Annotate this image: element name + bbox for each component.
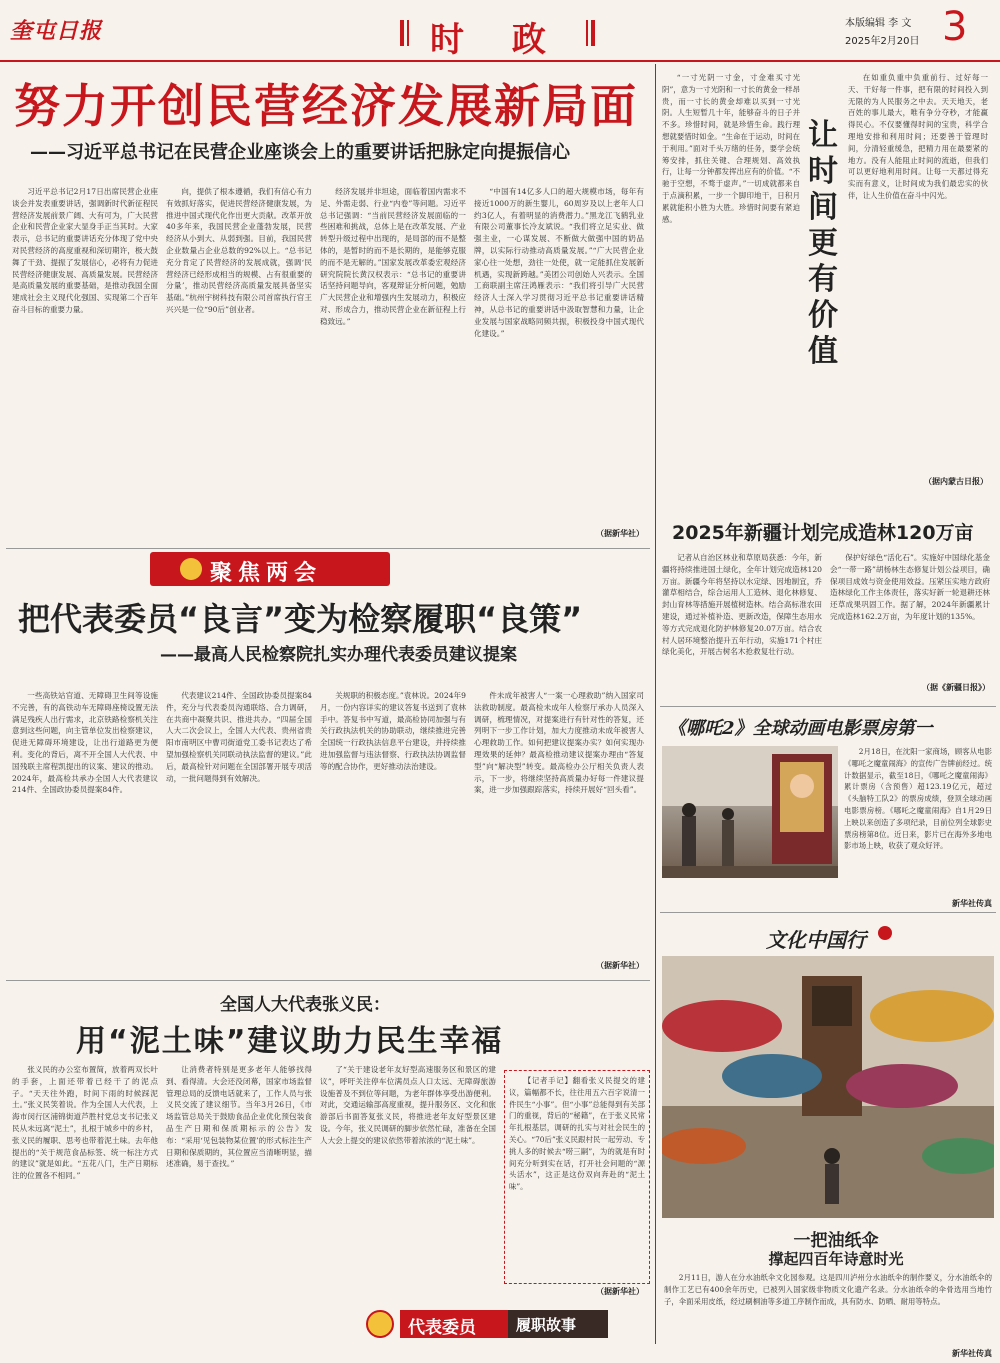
feature-title-box (804, 110, 844, 400)
culture-banner-mark (878, 926, 892, 940)
xinjiang-rule (660, 706, 996, 707)
culture-caption-title: 一把油纸伞 (793, 1231, 879, 1251)
rep-col-4: 【记者手记】翻看张义民提交的建议，篇幅都不长，往往用五六百字说清一件民生“小事”。但“小事”总能得到有关部门的重视，背后的“秘籍”，在于张义民常年扎根基层，调研的扎实与对社会民生的关心。“70后”张义民跟村民一起劳动、专挑人多的时候去“唠三嗣”，为的就是有时间充分听到实在话，打开社会问题的“源头活水”，这正是这份双向奔赴的“泥土味”。 (504, 1070, 650, 1284)
xinjiang-signature: （据《新疆日报》） (922, 682, 990, 692)
emblem-icon (180, 558, 202, 580)
rep-col-1: 张义民的办公室布置简，放着两双长叶的手套，上面还带着已经干了的泥点子。“天天往外跑，时间下雨的时候踩泥土。”张义民笑着说。作为全国人大代表，上海市闵行区浦锦街道芦胜村党总支书记张义民从未远离“泥土”，扎根于城乡中的乡村，张义民的履职、思考也带着泥土味。去年他提出的“关于规范食品标签、统一标注方式的建议”就是如此。“五花八门，生产日期标注的位置各不相同。” (12, 1065, 158, 1181)
editor-line: 本版编辑 李 文 (845, 18, 912, 29)
focus-top-rule (6, 548, 650, 549)
lead-subtitle: ——习近平总书记在民营企业座谈会上的重要讲话把脉定向提振信心 (30, 142, 570, 163)
rep-banner-text: 代表委员 (408, 1318, 476, 1338)
xinjiang-title: 2025年新疆计划完成造林120万亩 (672, 522, 974, 544)
culture-text: 2月11日，游人在分水油纸伞文化园参观。这是四川泸州分水油纸伞的制作要义，分水油纸伞的制作工艺已有400余年历史，已被列入国家级非物质文化遗产名录。分水油纸伞的伞骨选用当地竹子，伞面采用皮纸，经过刷桐油等多道工序制作而成，具有防水、防晒、耐用等特点。 (664, 1273, 992, 1306)
lead-col-3: 经济发展并非坦途，面临着国内需求不足、外需走弱、行业“内卷”等问题。习近平总书记强调：“当前民营经济发展面临的一些困难和挑战，总体上是在改革发展、产业转型升级过程中出现的，是局部的而不是整体的，是暂时的而不是长期的，是能够克服的而不是无解的。”国家发展改革委宏观经济研究院院长黄汉权表示：“总书记的重要讲话坚持问题导向，客观辩证分析问题，勉励广大民营企业和增强内生发展动力，积极应对、形成合力，推动民营企业在新征程上行稳致远。” (320, 187, 466, 326)
rep-banner (366, 1306, 656, 1342)
focus-banner-text: 聚焦两会 (210, 561, 323, 586)
section-bar-left2 (407, 20, 409, 46)
masthead-rule (0, 60, 1000, 62)
culture-photo (662, 956, 994, 1218)
lead-col-4: “中国有14亿多人口的超大规模市场，每年有接近1000万的新生婴儿，60周岁及以上老年人口约3亿人，有着明显的消费潜力。”黑龙江飞鹤乳业有限公司董事长冷友斌说。“我们将立足实业、做强主业，一心谋发展、不断做大做强中国的奶品牌，以实际行动推动高质量发展。”“广大民营企业家心往一处想，劲往一处使，就一定能抓住发展新机遇，实现新跨越。”美团公司创始人兴表示。全国工商联副主席汪鸿雁表示：“我们将引导广大民营经济人士深入学习贯彻习近平总书记重要讲话精神，从总书记的重要讲话中汲取智慧和力量，让企业发展与国家战略同频共振，积极投身中国式现代化建设。” (474, 187, 644, 338)
focus-banner (150, 552, 390, 586)
rep-signature: （据新华社） (596, 1286, 644, 1296)
feature-col-2: 在如重负重中负重前行、过好每一天、干好每一件事，把有限的时间投入到无限的为人民服务之中去。天天地天，老百姓的事儿最大，唯有争分夺秒，才能赢得民心。不仅要懂得时间的宝贵，科学合理地安排和利用时间；还要善于管理时间，分清轻重缓急，把精力用在最要紧的地方。没有人能阻止时间的流逝，但我们可以更好地利用时间。让每一天都过得充实而有意义，让时间成为我们最忠实的伙伴，让人生价值在奋斗中闪光。 (848, 73, 988, 200)
focus-title: 把代表委员“良言”变为检察履职“良策” (18, 600, 583, 638)
nezha-photo (662, 746, 838, 878)
nezha-title: 《哪吒2》全球动画电影票房第一 (668, 718, 933, 739)
rep-title: 用“泥土味”建议助力民生幸福 (76, 1024, 504, 1059)
feature-title: 让时间更有价值 (808, 118, 838, 369)
culture-banner-text: 文化中国行 (766, 928, 866, 952)
focus-col-4: 件未成年被害人“一案一心理救助”纳入国家司法救助制度。最高检未成年人检察厅承办人员深入调研，梳理情况，对提案进行有针对性的答复，还列明下一步工作计划，加大力度推动未成年被害人心理救助工作。如何把建议提案办实？如何实现办理效果的延伸？最高检推动建议提案办理由“答复型”向“解决型”转变。最高检办公厅相关负责人表示，下一步，将继续坚持高质量办好每一件建议提案，进一步加强跟踪落实，持续开展好“回头看”。 (474, 691, 644, 795)
masthead (0, 0, 1000, 60)
section-bar-left (400, 20, 404, 46)
focus-col-3: 关规职的积极态度。”袁林说。2024年9月，一份内容详实的建议答复书送到了袁林手中。答复书中写道，最高检协同加强与有关行政执法机关的协助联动，继续推进完善全国统一行政执法信息平台建设，并持续推进加强监督与违法督察、行政执法协调监督等的配合协作，更好推动法治建设。 (320, 691, 466, 771)
focus-bottom-rule (6, 980, 650, 981)
focus-signature: （据新华社） (596, 960, 644, 970)
lead-signature: （据新华社） (596, 528, 644, 538)
lead-right-rule (655, 64, 656, 1344)
nezha-rule (660, 912, 996, 913)
lead-col-1: 习近平总书记2月17日出席民营企业座谈会并发表重要讲话，强调新时代新征程民营经济发展前景广阔、大有可为，广大民营企业和民营企业家大显身手正当其时。大家表示，总书记的重要讲话充分体现了党中央对民营经济的高度重视和深切期许，极大鼓舞了干劲、提振了发展信心，必将有力促进民营经济健康发展、高质量发展。民营经济是高质量发展的重要基础，是推动我国全面建成社会主义现代化强国、实现第二个百年奋斗目标的重要力量。 (12, 187, 158, 314)
section-title: 时 政 (430, 20, 564, 60)
lead-col-2: 向，提供了根本遵循，我们有信心有力有效抓好落实，促进民营经济健康发展，为推进中国式现代化作出更大贡献。改革开放40多年来，我国民营企业蓬勃发展，民营经济从小到大、从弱到强。目前，我国民营企业数量占企业总数的92%以上。“总书记充分肯定了民营经济的发展成就，强调‘民营经济已经形成相当的规模、占有很重要的分量’，推动民营经济高质量发展具备坚实基础。”杭州宇树科技有限公司首席执行官王兴兴是一位“90后”创业者。 (166, 187, 312, 314)
date-line: 2025年2月20日 (845, 36, 920, 47)
feature-col-1: “一寸光阴一寸金，寸金难买寸光阴”，意为一寸光阴和一寸长的黄金一样昂贵，而一寸长的黄金却难以买到一寸光阴。人生短暂几十年，能够奋斗的日子并不多。珍惜时间，就是珍惜生命。践行理想就要惜时如金。“生命在于运动，时间在于利用。”面对千头万绪的任务，要学会统筹安排，抓住关键、合理规划、高效执行，让每一分钟都发挥出应有的价值。“不驰于空想，不骛于虚声。”一切成就都来自于点滴积累，一步一个脚印地干，日积月累就能积小胜为大胜。珍惜时间要有紧迫感。 (662, 73, 800, 224)
nezha-signature: 新华社传真 (952, 898, 992, 908)
focus-col-1: 一些高铁站官道、无障碍卫生间等设施不完善，有的高铁动车无障碍座椅设置无法满足残疾人出行需求，北京铁路检察机关注意到这些问题，向主管单位发出检察建议，促进无障碍环境建设，让出行道路更为便利。变化的背后，离不开全国人大代表、中国残联主席程凯提出的议案、建议的推动。2024年，最高检共承办全国人大代表建议214件、全国政协委员提案84件。 (12, 691, 158, 795)
paper-logo: 奎屯日报 (10, 18, 103, 44)
culture-signature: 新华社传真 (952, 1348, 992, 1358)
culture-caption-sub: 撑起四百年诗意时光 (768, 1250, 904, 1268)
page-number: 3 (942, 4, 968, 50)
xinjiang-col-2: 保护好绿色“活化石”。实施好中国绿化基金会“一带一路”胡杨林生态修复计划公益项目，确保项目成效与资金使用效益。压紧压实地方政府造林绿化工作主体责任，落实好新一轮退耕还林还草成果巩固工作。据了解，2024年新疆累计完成造林162.2万亩，为年度计划的135%。 (830, 553, 990, 621)
nezha-text: 2月18日，在沈阳一家商场，顾客从电影《哪吒之魔童闹海》的宣传广告牌前经过。统计数据显示，截至18日，《哪吒之魔童闹海》累计票房（含预售）超123.19亿元，超过《头脑特工队2》的票房成绩，登顶全球动画电影票房榜。《哪吒之魔童闹海》自1月29日上映以来创造了多项纪录，目前位列全球影史票房榜第8位。近日来，影片已在海外多地电影市场上映，收获了观众好评。 (844, 747, 992, 851)
xinjiang-col-1: 记者从自治区林业和草原局获悉：今年，新疆将持续推进国土绿化，全年计划完成造林120万亩。新疆今年将坚持以水定绿、因地制宜，乔灌草相结合，综合运用人工造林、退化林修复、封山育林等措施开展植树造林。结合高标准农田建设，通过补植补造、更新改造，保障生态用水等方式完成退化防护林修复20.07万亩。结合农村人居环境整治提升五年行动，实施171个村庄绿化美化，开展古树名木抢救复壮行动。 (662, 553, 822, 657)
lead-title: 努力开创民营经济发展新局面 (14, 79, 638, 133)
rep-banner-red (400, 1310, 508, 1338)
rep-banner-dark (508, 1310, 608, 1338)
rep-banner-text2: 履职故事 (516, 1316, 577, 1334)
feature-signature: （据内蒙古日报） (924, 476, 988, 486)
focus-subtitle: ——最高人民检察院扎实办理代表委员建议提案 (160, 645, 517, 665)
focus-col-2: 代表建议214件、全国政协委员提案84件，充分与代表委员沟通联络、合力调研，在共商中凝聚共识、推进共办。“四届全国人大二次会议上，全国人大代表、贵州省贵阳市南明区中曹司街道党工委书记表达了希望加强检察机关同联动执法监督的建议。”此后，最高检针对问题在全国部署开展专项活动，一批问题得到有效解决。 (166, 691, 312, 783)
rep-emblem-icon (366, 1310, 394, 1338)
rep-col-2: 让消费者特别是更多老年人能够找得到、看得清。大会还没闭幕，国家市场监督管理总局的反馈电话就来了，工作人员与张义民交流了建议细节。当年3月26日，《市场监管总局关于鼓励食品企业优化预包装食品生产日期和保质期标示的公告》发布：“采用‘见包装物某位置’的形式标注生产日期和保质期的，其位置应当清晰明显，描述准确，易于查找。” (166, 1065, 312, 1169)
culture-banner (760, 920, 960, 954)
rep-kicker: 全国人大代表张义民： (220, 995, 390, 1015)
nezha-photo-art (662, 746, 838, 878)
rep-col-3: 了“关于建设老年友好型高速服务区和景区的建议”，呼吁关注停车位满员点人口太远、无障碍旅游设施普及不到位等问题，为老年群体享受出游便利。对此，交通运输部高度重视，提升服务区、文化和旅游部后书面答复张义民，将推进老年友好型景区建设。今年，张义民调研的脚步依然忙碌，准备在全国人大会上提交的建议依然带着浓浓的“泥土味”。 (320, 1065, 496, 1145)
culture-photo-art (662, 956, 994, 1218)
section-bar-right (586, 20, 588, 46)
section-bar-right2 (591, 20, 595, 46)
